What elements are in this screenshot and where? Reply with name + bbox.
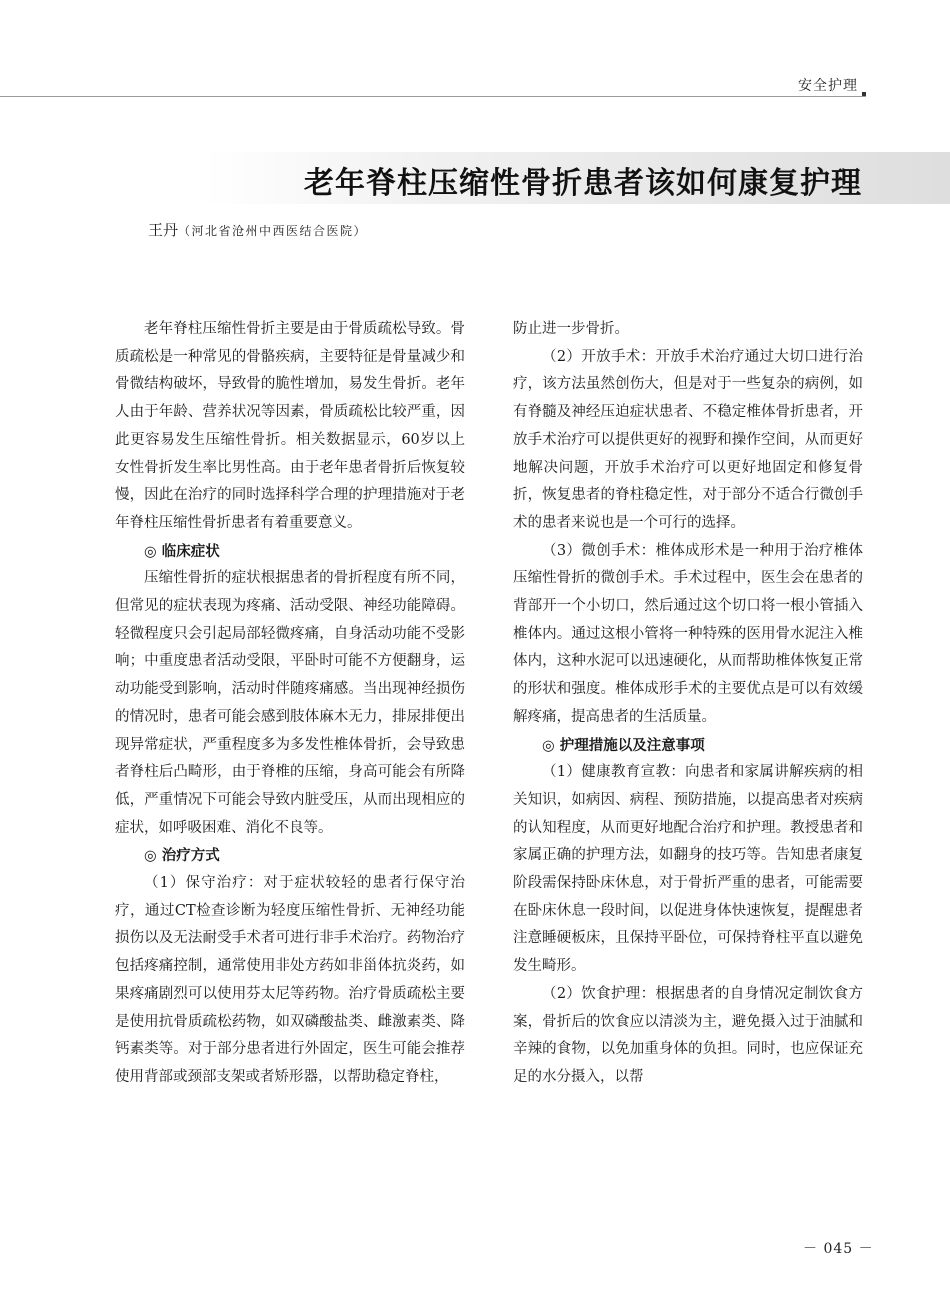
minimally-invasive-paragraph: （3）微创手术：椎体成形术是一种用于治疗椎体压缩性骨折的微创手术。手术过程中，医生会在患者的背部开一个小切口，然后通过这个切口将一根小管插入椎体内。通过这根小管将一种特殊的医用骨水泥注入椎体内，这种水泥可以迅速硬化，从而帮助椎体恢复正常的形状和强度。椎体成形手术的主要优点是可以有效缓解疼痛，提高患者的生活质量。 (513, 542, 863, 725)
right-column (513, 316, 863, 1092)
health-education-paragraph: （1）健康教育宣教：向患者和家属讲解疾病的相关知识，如病因、病程、预防措施，以提高患者对疾病的认知程度，从而更好地配合治疗和护理。教授患者和家属正确的护理方法，如翻身的技巧等。告知患者康复阶段需保持卧床休息，对于骨折严重的患者，可能需要在卧床休息一段时间，以促进身体快速恢复，提醒患者注意睡硬板床，且保持平卧位，可保持脊柱平直以避免发生畸形。 (513, 764, 863, 975)
author-name: 王丹 (148, 221, 179, 239)
conservative-treatment-paragraph: （1）保守治疗：对于症状较轻的患者行保守治疗，通过CT检查诊断为轻度压缩性骨折、无神经功能损伤以及无法耐受手术者可进行非手术治疗。药物治疗包括疼痛控制，通常使用非处方药如非甾体抗炎药，如果疼痛剧烈可以使用芬太尼等药物。治疗骨质疏松主要是使用抗骨质疏松药物，如双磷酸盐类、雌激素类、降钙素类等。对于部分患者进行外固定，医生可能会推荐使用背部或颈部支架或者矫形器，以帮助稳定脊柱， (115, 875, 465, 1085)
symptoms-paragraph: 压缩性骨折的症状根据患者的骨折程度有所不同，但常见的症状表现为疼痛、活动受限、神经功能障碍。轻微程度只会引起局部轻微疼痛，自身活动功能不受影响；中重度患者活动受限，平卧时可能不方便翻身，运动功能受到影响，活动时伴随疼痛感。当出现神经损伤的情况时，患者可能会感到肢体麻木无力，排尿排便出现异常症状，严重程度多为多发性椎体骨折，会导致患者脊柱后凸畸形，由于脊椎的压缩，身高可能会有所降低，严重情况下可能会导致内脏受压，从而出现相应的症状，如呼吸困难、消化不良等。 (115, 570, 465, 836)
heading-nursing-measures: ◎ 护理措施以及注意事项 (542, 736, 705, 754)
intro-paragraph: 老年脊柱压缩性骨折主要是由于骨质疏松导致。骨质疏松是一种常见的骨骼疾病，主要特征是骨量减少和骨微结构破坏，导致骨的脆性增加，易发生骨折。老年人由于年龄、营养状况等因素，骨质疏松比较严重，因此更容易发生压缩性骨折。相关数据显示，60岁以上女性骨折发生率比男性高。由于老年患者骨折后恢复较慢，因此在治疗的同时选择科学合理的护理措施对于老年脊柱压缩性骨折患者有着重要意义。 (115, 321, 465, 531)
left-column (115, 316, 465, 1092)
open-surgery-paragraph: （2）开放手术：开放手术治疗通过大切口进行治疗，该方法虽然创伤大，但是对于一些复杂的病例，如有脊髓及神经压迫症状患者、不稳定椎体骨折患者，开放手术治疗可以提供更好的视野和操作空间，从而更好地解决问题，开放手术治疗可以更好地固定和修复骨折，恢复患者的脊柱稳定性，对于部分不适合行微创手术的患者来说也是一个可行的选择。 (513, 348, 863, 531)
section-label: 安全护理 (798, 78, 858, 94)
header-rule (0, 96, 866, 97)
page-number: － 045 － (803, 1241, 874, 1257)
diet-care-paragraph: （2）饮食护理：根据患者的自身情况定制饮食方案，骨折后的饮食应以清淡为主，避免摄入过于油腻和辛辣的食物，以免加重身体的负担。同时，也应保证充足的水分摄入，以帮 (513, 985, 863, 1085)
author-affiliation: （河北省沧州中西医结合医院） (178, 224, 368, 238)
header-marker (862, 92, 866, 96)
article-title: 老年脊柱压缩性骨折患者该如何康复护理 (304, 166, 862, 201)
heading-clinical-symptoms: ◎ 临床症状 (144, 542, 220, 560)
byline (148, 219, 367, 240)
continuation-paragraph: 防止进一步骨折。 (513, 321, 629, 337)
heading-treatment: ◎ 治疗方式 (144, 847, 220, 865)
